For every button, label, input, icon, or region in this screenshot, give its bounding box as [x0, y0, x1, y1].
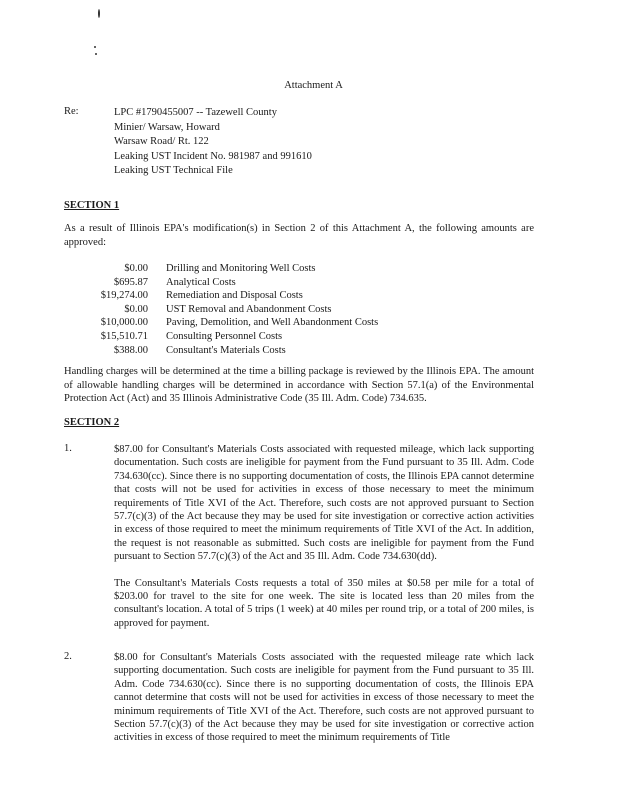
re-line: LPC #1790455007 -- Tazewell County [114, 107, 277, 118]
section-1-heading: SECTION 1 [64, 200, 120, 211]
amount-label: Analytical Costs [166, 276, 236, 288]
amount-label: Paving, Demolition, and Well Abandonment Costs [166, 317, 379, 329]
amount-row [64, 276, 378, 290]
re-block [114, 106, 312, 179]
scan-speck [94, 46, 96, 48]
item-paragraph: $87.00 for Consultant's Materials Costs associated with requested mileage, which lack supporting documentation. Such costs are ineligible for payment from the Fund pursuant to 35 Ill. Adm. Code 734.630(cc). Since there is no supporting documentation of costs, the Illinois EPA cannot determine that costs will not be used for activities in excess of those necessary to meet the minimum requirements of Title XVI of the Act. Therefore, such costs are not approved pursuant to Section 57.7(c)(3) of the Act because they may be used for site investigation or corrective action activities in excess of those required to meet the minimum requirements of Title XVI of the Act. In addition, the request is not reasonable as submitted. Such costs are ineligible for payment from the Fund pursuant to Section 57.7(c)(3) of the Act and 35 Ill. Adm. Code 734.630(dd). [114, 444, 534, 563]
amount-value: $0.00 [124, 263, 148, 274]
item-paragraph: $8.00 for Consultant's Materials Costs associated with the requested mileage rate which lack supporting documentation. Such costs are ineligible for payment from the Fund pursuant to 35 Ill. Adm. Code 734.630(cc). Since there is no supporting documentation of costs, the Illinois EPA cannot determine that costs will not be used for activities in excess of those necessary to meet the minimum requirements of Title XVI of the Act. Therefore, such costs are not approved pursuant to Section 57.7(c)(3) of the Act because they may be used for site investigation or corrective action activities in excess of those required to meet the minimum requirements of Title [114, 652, 534, 744]
amount-row [64, 344, 378, 358]
amount-label: UST Removal and Abandonment Costs [166, 303, 332, 315]
amount-value: $15,510.71 [100, 330, 148, 342]
amount-label: Remediation and Disposal Costs [166, 290, 303, 302]
scan-speck [98, 9, 100, 18]
item-paragraph: The Consultant's Materials Costs requests a total of 350 miles at $0.58 per mile for a total of $203.00 for travel to the site for one week. The site is located less than 20 miles from the consultant's location. A total of 5 trips (1 week) at 40 miles per round trip, or a total of 200 miles, is approved for payment. [114, 577, 534, 629]
amount-value: $695.87 [113, 276, 148, 288]
item-number: 1. [64, 443, 72, 454]
amount-row [64, 330, 378, 344]
amount-value: $10,000.00 [100, 317, 148, 329]
handling-charges-paragraph: Handling charges will be determined at the time a billing package is reviewed by the Illinois EPA. The amount of allowable handling charges will be determined in accordance with Section 57.1(a) of the Environmental Protection Act (Act) and 35 Illinois Administrative Code (35 Ill. Adm. Code) 734.635. [64, 366, 534, 404]
re-label: Re: [64, 106, 79, 117]
item-1-text [114, 443, 534, 630]
attachment-title: Attachment A [284, 80, 343, 91]
section-1-intro: As a result of Illinois EPA's modification(s) in Section 2 of this Attachment A, the following amounts are approved: [64, 223, 534, 248]
scan-speck [95, 53, 97, 55]
amount-label: Consultant's Materials Costs [166, 344, 286, 356]
re-line: Leaking UST Incident No. 981987 and 991610 [114, 150, 312, 162]
re-line: Leaking UST Technical File [114, 165, 233, 176]
amount-label: Drilling and Monitoring Well Costs [166, 263, 316, 274]
amount-value: $19,274.00 [100, 290, 148, 302]
section-2-heading: SECTION 2 [64, 417, 120, 428]
amount-row [64, 303, 378, 317]
amount-label: Consulting Personnel Costs [166, 330, 283, 342]
amount-value: $388.00 [113, 344, 148, 356]
re-line: Warsaw Road/ Rt. 122 [114, 136, 209, 147]
amount-row [64, 262, 378, 276]
amount-row [64, 316, 378, 330]
amount-value: $0.00 [124, 303, 148, 315]
item-number: 2. [64, 651, 72, 662]
re-line: Minier/ Warsaw, Howard [114, 121, 220, 133]
amount-row [64, 289, 378, 303]
approved-amounts-list [64, 262, 378, 357]
item-2-text [114, 651, 534, 745]
